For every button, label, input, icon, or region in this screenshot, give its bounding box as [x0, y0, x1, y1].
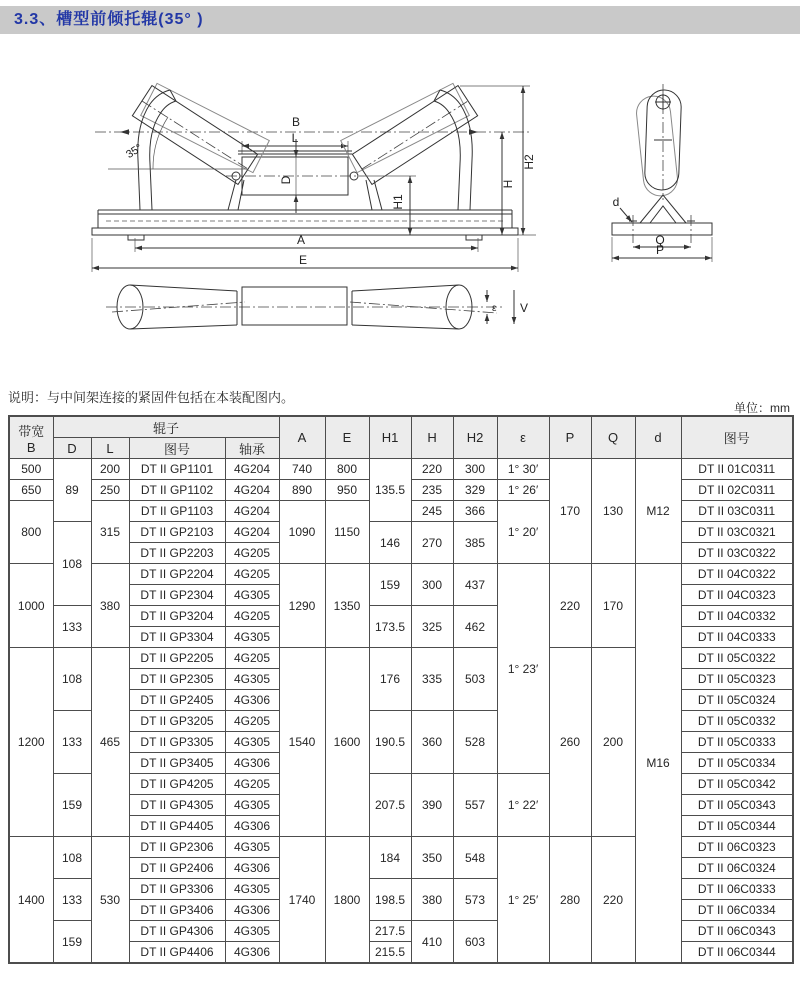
table-cell: 108 [53, 837, 91, 879]
table-cell: 200 [91, 459, 129, 480]
table-cell: DT II 03C0311 [681, 501, 793, 522]
table-cell: 250 [91, 480, 129, 501]
table-cell: 1800 [325, 837, 369, 964]
table-cell: DT II GP2405 [129, 690, 225, 711]
dim-label-d-bolt: d [612, 195, 620, 209]
header-roller-figure: 图号 [129, 438, 225, 459]
table-cell: DT II GP2205 [129, 648, 225, 669]
table-cell: 245 [411, 501, 453, 522]
table-cell: DT II GP1101 [129, 459, 225, 480]
table-cell: 325 [411, 606, 453, 648]
table-cell: 603 [453, 921, 497, 964]
table-cell: DT II 05C0324 [681, 690, 793, 711]
table-cell: 4G204 [225, 459, 279, 480]
dim-label-q: Q [655, 233, 665, 247]
spec-table [8, 415, 794, 964]
header-p: P [549, 416, 591, 459]
table-cell: DT II GP2103 [129, 522, 225, 543]
table-cell: DT II GP1103 [129, 501, 225, 522]
table-cell: 380 [411, 879, 453, 921]
table-cell: 4G305 [225, 837, 279, 858]
table-cell: 176 [369, 648, 411, 711]
table-header [9, 416, 793, 459]
table-cell: 4G305 [225, 879, 279, 900]
side-view [612, 84, 712, 262]
table-cell: 4G205 [225, 543, 279, 564]
header-h2: H2 [453, 416, 497, 459]
table-cell: 366 [453, 501, 497, 522]
table-cell: 133 [53, 711, 91, 774]
table-cell: 108 [53, 522, 91, 606]
table-cell: 4G205 [225, 564, 279, 585]
note-text: 说明：与中间架连接的紧固件包括在本装配图内。 [8, 390, 295, 405]
dim-label-p: P [655, 243, 665, 257]
table-row [9, 459, 793, 480]
table-cell: 650 [9, 480, 53, 501]
table-cell: DT II 04C0333 [681, 627, 793, 648]
table-cell: DT II 03C0321 [681, 522, 793, 543]
table-cell: 146 [369, 522, 411, 564]
page-title: 3.3、槽型前倾托辊(35° ) [14, 11, 204, 28]
dim-label-e: E [298, 253, 308, 267]
table-cell: 4G306 [225, 942, 279, 964]
table-cell: 530 [91, 837, 129, 964]
table-cell: 573 [453, 879, 497, 921]
table-cell: 1350 [325, 564, 369, 648]
table-cell: DT II GP4306 [129, 921, 225, 942]
table-cell: 235 [411, 480, 453, 501]
table-cell: 173.5 [369, 606, 411, 648]
table-cell: 4G204 [225, 501, 279, 522]
table-cell: DT II GP2406 [129, 858, 225, 879]
table-cell: DT II 04C0323 [681, 585, 793, 606]
table-cell: 300 [411, 564, 453, 606]
table-cell: DT II 04C0332 [681, 606, 793, 627]
table-cell: 1° 26′ [497, 480, 549, 501]
header-eps: ε [497, 416, 549, 459]
table-cell: 220 [549, 564, 591, 648]
table-cell: 410 [411, 921, 453, 964]
table-cell: 280 [549, 837, 591, 964]
header-roller-d: D [53, 438, 91, 459]
table-cell: 950 [325, 480, 369, 501]
table-cell: DT II GP4405 [129, 816, 225, 837]
table-cell: 350 [411, 837, 453, 879]
table-cell: DT II 05C0344 [681, 816, 793, 837]
dim-label-h: H [501, 179, 515, 189]
dim-label-b: B [291, 115, 301, 129]
table-cell: DT II GP3305 [129, 732, 225, 753]
table-cell: DT II 05C0323 [681, 669, 793, 690]
table-cell: 4G305 [225, 795, 279, 816]
table-cell: 217.5 [369, 921, 411, 942]
table-cell: 437 [453, 564, 497, 606]
table-cell: DT II GP2203 [129, 543, 225, 564]
front-view [92, 83, 536, 272]
table-cell: 170 [591, 564, 635, 648]
table-cell: 1000 [9, 564, 53, 648]
table-cell: DT II GP3306 [129, 879, 225, 900]
table-cell: 184 [369, 837, 411, 879]
table-cell: 465 [91, 648, 129, 837]
dim-label-a: A [296, 233, 306, 247]
table-cell: 1° 30′ [497, 459, 549, 480]
table-cell: 1° 22′ [497, 774, 549, 837]
dim-label-d: D [279, 175, 293, 185]
header-h1: H1 [369, 416, 411, 459]
table-cell: 385 [453, 522, 497, 564]
table-cell: 4G205 [225, 606, 279, 627]
table-body [9, 459, 793, 964]
table-cell: DT II GP3204 [129, 606, 225, 627]
table-cell: DT II 05C0334 [681, 753, 793, 774]
table-cell: DT II GP2305 [129, 669, 225, 690]
table-cell: DT II 05C0332 [681, 711, 793, 732]
unit-label: 单位：mm [734, 401, 790, 415]
table-cell: 4G205 [225, 648, 279, 669]
table-cell: 329 [453, 480, 497, 501]
table-cell: 159 [53, 921, 91, 964]
table-cell: 462 [453, 606, 497, 648]
table-cell: DT II 05C0322 [681, 648, 793, 669]
table-cell: DT II GP3406 [129, 900, 225, 921]
table-cell: DT II 06C0334 [681, 900, 793, 921]
table-cell: 4G306 [225, 816, 279, 837]
table-cell: 159 [53, 774, 91, 837]
table-cell: DT II 04C0322 [681, 564, 793, 585]
header-d-bolt: d [635, 416, 681, 459]
table-cell: 548 [453, 837, 497, 879]
table-cell: 1200 [9, 648, 53, 837]
table-cell: DT II 05C0333 [681, 732, 793, 753]
table-cell: 108 [53, 648, 91, 711]
table-cell: 130 [591, 459, 635, 564]
table-cell: 1540 [279, 648, 325, 837]
table-cell: 1150 [325, 501, 369, 564]
table-cell: 170 [549, 459, 591, 564]
table-cell: 260 [549, 648, 591, 837]
table-cell: DT II GP3405 [129, 753, 225, 774]
dim-label-eps: ε [492, 303, 497, 314]
table-cell: 1° 25′ [497, 837, 549, 964]
header-roller-l: L [91, 438, 129, 459]
table-cell: DT II 05C0343 [681, 795, 793, 816]
table-cell: 800 [325, 459, 369, 480]
table-cell: DT II GP2306 [129, 837, 225, 858]
table-cell: 300 [453, 459, 497, 480]
table-cell: 4G305 [225, 921, 279, 942]
title-bar [0, 6, 800, 34]
table-cell: 190.5 [369, 711, 411, 774]
table-cell: 215.5 [369, 942, 411, 964]
table-cell: DT II GP4305 [129, 795, 225, 816]
table-cell: DT II 01C0311 [681, 459, 793, 480]
table-cell: M16 [635, 564, 681, 964]
table-cell: 89 [53, 459, 91, 522]
technical-drawing [0, 40, 800, 390]
dim-label-h1: H1 [391, 194, 405, 210]
dim-label-l: L [291, 131, 299, 145]
table-cell: 1740 [279, 837, 325, 964]
table-cell: 135.5 [369, 459, 411, 522]
table-cell: 4G204 [225, 522, 279, 543]
table-cell: 1° 20′ [497, 501, 549, 564]
table-cell: 740 [279, 459, 325, 480]
table-cell: DT II 06C0344 [681, 942, 793, 964]
table-cell: 500 [9, 459, 53, 480]
dim-label-h2: H2 [522, 154, 536, 170]
table-cell: 220 [591, 837, 635, 964]
header-roller-bearing: 轴承 [225, 438, 279, 459]
table-cell: 200 [591, 648, 635, 837]
table-cell: 380 [91, 564, 129, 648]
table-cell: 198.5 [369, 879, 411, 921]
table-cell: 4G305 [225, 669, 279, 690]
table-cell: 1090 [279, 501, 325, 564]
table-cell: DT II GP3304 [129, 627, 225, 648]
header-figure-no: 图号 [681, 416, 793, 459]
table-cell: DT II GP3205 [129, 711, 225, 732]
table-cell: 220 [411, 459, 453, 480]
table-cell: DT II GP1102 [129, 480, 225, 501]
table-cell: 4G306 [225, 900, 279, 921]
table-cell: 528 [453, 711, 497, 774]
table-row [9, 564, 793, 585]
table-cell: 4G305 [225, 627, 279, 648]
dim-label-v: V [520, 301, 529, 315]
table-cell: 557 [453, 774, 497, 837]
table-cell: DT II GP2204 [129, 564, 225, 585]
header-q: Q [591, 416, 635, 459]
header-e: E [325, 416, 369, 459]
table-cell: DT II 06C0333 [681, 879, 793, 900]
table-cell: 4G306 [225, 858, 279, 879]
plan-view [106, 285, 528, 329]
dim-label-angle: 35° [124, 141, 145, 162]
table-cell: 207.5 [369, 774, 411, 837]
table-cell: DT II 05C0342 [681, 774, 793, 795]
table-cell: 4G305 [225, 585, 279, 606]
table-cell: 1400 [9, 837, 53, 964]
table-cell: M12 [635, 459, 681, 564]
table-cell: 1° 23′ [497, 564, 549, 774]
table-cell: 335 [411, 648, 453, 711]
table-cell: 4G305 [225, 732, 279, 753]
table-cell: DT II 02C0311 [681, 480, 793, 501]
table-cell: 133 [53, 606, 91, 648]
table-cell: 4G306 [225, 753, 279, 774]
table-cell: 390 [411, 774, 453, 837]
header-h: H [411, 416, 453, 459]
table-cell: 360 [411, 711, 453, 774]
table-cell: 4G205 [225, 774, 279, 795]
header-a: A [279, 416, 325, 459]
header-belt-width: 带宽 B [9, 416, 53, 459]
table-cell: 1600 [325, 648, 369, 837]
table-cell: DT II GP4406 [129, 942, 225, 964]
header-roller: 辊子 [53, 416, 279, 438]
table-cell: 4G204 [225, 480, 279, 501]
table-cell: DT II GP4205 [129, 774, 225, 795]
table-cell: 890 [279, 480, 325, 501]
table-cell: DT II 06C0324 [681, 858, 793, 879]
table-cell: DT II 03C0322 [681, 543, 793, 564]
table-cell: 315 [91, 501, 129, 564]
table-cell: 800 [9, 501, 53, 564]
table-cell: 503 [453, 648, 497, 711]
table-cell: 1290 [279, 564, 325, 648]
table-cell: 4G306 [225, 690, 279, 711]
table-cell: 133 [53, 879, 91, 921]
table-cell: 270 [411, 522, 453, 564]
table-cell: DT II GP2304 [129, 585, 225, 606]
table-cell: 4G205 [225, 711, 279, 732]
table-cell: DT II 06C0343 [681, 921, 793, 942]
table-cell: DT II 06C0323 [681, 837, 793, 858]
table-cell: 159 [369, 564, 411, 606]
